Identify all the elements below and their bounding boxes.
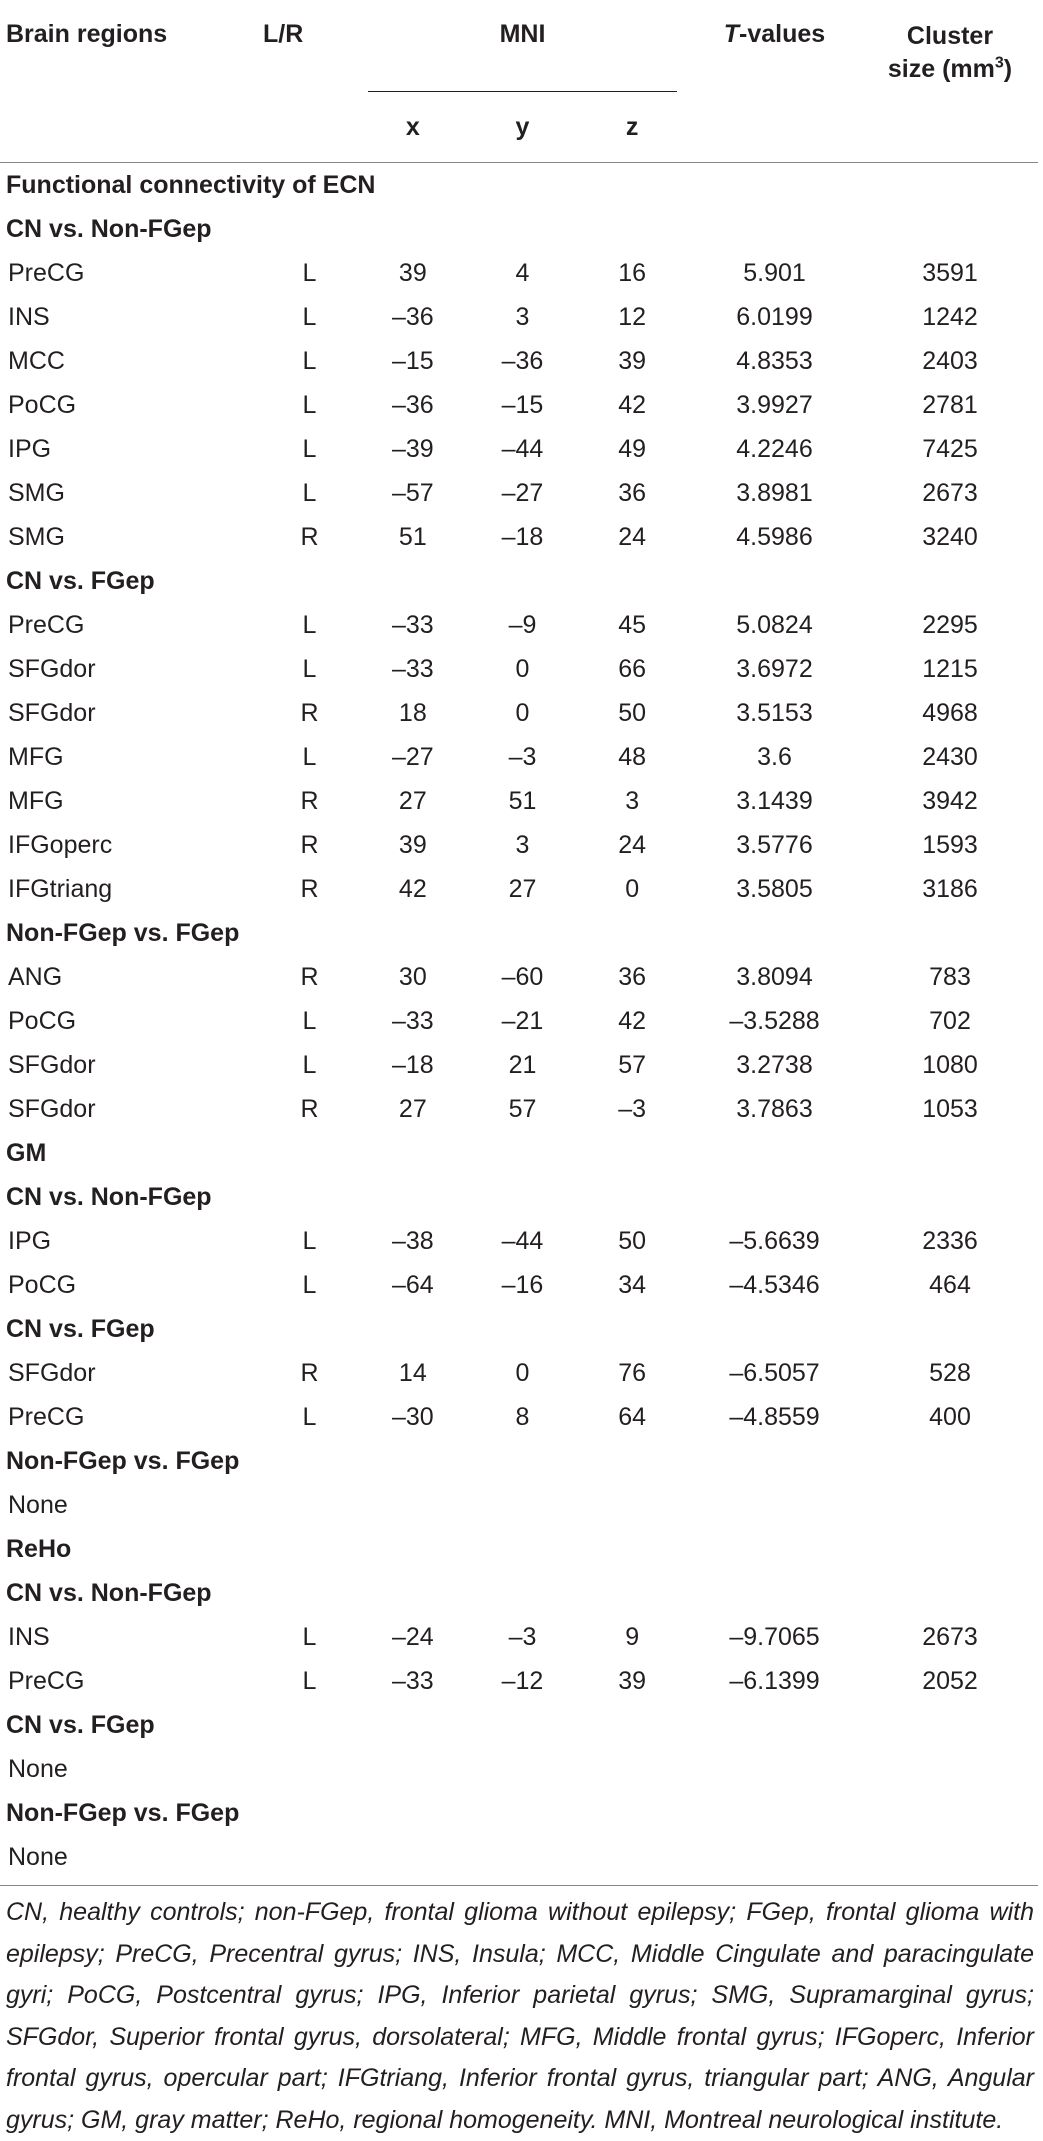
cell-y: –18: [501, 522, 544, 551]
header-lr: L/R: [263, 20, 304, 48]
cell-z: 36: [618, 478, 647, 507]
cell-z: 50: [618, 1226, 647, 1255]
section-row: [0, 1527, 1038, 1571]
cell-cluster-size: 3591: [922, 258, 978, 287]
cell-lr: L: [302, 346, 317, 375]
section-label: Non-FGep vs. FGep: [6, 1446, 240, 1475]
cell-t-value: 3.7863: [736, 1094, 813, 1123]
cell-cluster-size: [862, 1483, 1038, 1527]
cell-lr: L: [302, 1666, 317, 1695]
cell-y: –36: [501, 346, 544, 375]
cell-lr: L: [302, 1050, 317, 1079]
cell-lr: R: [300, 830, 319, 859]
cell-x: –33: [391, 654, 434, 683]
cell-cluster-size: 1593: [922, 830, 978, 859]
table-row: [0, 251, 1038, 295]
cell-z: 57: [618, 1050, 647, 1079]
cell-x: –33: [391, 1666, 434, 1695]
cell-region: SFGdor: [8, 654, 96, 683]
cell-z: 24: [618, 522, 647, 551]
cell-region: IFGoperc: [8, 830, 113, 859]
cell-lr: L: [302, 258, 317, 287]
cell-y: 0: [515, 1358, 530, 1387]
cell-z: 76: [618, 1358, 647, 1387]
section-row: [0, 1307, 1038, 1351]
cell-cluster-size: 7425: [922, 434, 978, 463]
cell-x: [358, 1835, 468, 1879]
section-row: [0, 163, 1038, 208]
cell-region: SMG: [8, 478, 65, 507]
cell-region: MCC: [8, 346, 65, 375]
cell-t-value: –4.5346: [729, 1270, 820, 1299]
cell-x: –36: [391, 390, 434, 419]
cell-t-value: 3.5776: [736, 830, 813, 859]
cell-x: –39: [391, 434, 434, 463]
cell-region: PreCG: [8, 258, 85, 287]
cell-t-value: [687, 1483, 862, 1527]
cell-x: 18: [398, 698, 427, 727]
section-label: CN vs. Non-FGep: [6, 1578, 212, 1607]
header-y: y: [515, 112, 530, 141]
cell-z: 42: [618, 1006, 647, 1035]
table-row: [0, 339, 1038, 383]
cell-t-value: [687, 1747, 862, 1791]
cell-region: PreCG: [8, 610, 85, 639]
table-row: [0, 603, 1038, 647]
table-row: [0, 1351, 1038, 1395]
section-row: [0, 911, 1038, 955]
cell-x: [358, 1747, 468, 1791]
cell-lr: R: [300, 1358, 319, 1387]
cell-x: 51: [398, 522, 427, 551]
cell-lr: R: [300, 962, 319, 991]
cell-z: 45: [618, 610, 647, 639]
cell-z: 24: [618, 830, 647, 859]
table-row: [0, 1835, 1038, 1879]
cell-x: 30: [398, 962, 427, 991]
cell-cluster-size: 2781: [922, 390, 978, 419]
table-body: [0, 163, 1038, 1880]
cell-z: 36: [618, 962, 647, 991]
cell-z: 66: [618, 654, 647, 683]
cell-region: SMG: [8, 522, 65, 551]
header-t-values: [687, 0, 862, 163]
cell-cluster-size: 1215: [922, 654, 978, 683]
cell-lr: R: [300, 874, 319, 903]
cell-t-value: 4.2246: [736, 434, 813, 463]
header-mni: [358, 0, 687, 92]
cell-region: None: [8, 1754, 68, 1783]
section-label: Non-FGep vs. FGep: [6, 918, 240, 947]
header-t-italic: T: [723, 20, 740, 48]
cell-x: –38: [391, 1226, 434, 1255]
cell-lr: L: [302, 610, 317, 639]
table-row: [0, 779, 1038, 823]
cell-y: [468, 1835, 578, 1879]
cell-t-value: 6.0199: [736, 302, 813, 331]
cell-z: [577, 1747, 687, 1791]
cell-cluster-size: 1080: [922, 1050, 978, 1079]
cell-y: 0: [515, 698, 530, 727]
section-label: CN vs. FGep: [6, 1710, 155, 1739]
cell-region: PreCG: [8, 1666, 85, 1695]
cell-y: –9: [508, 610, 537, 639]
cell-y: –60: [501, 962, 544, 991]
cell-z: 50: [618, 698, 647, 727]
cell-x: –27: [391, 742, 434, 771]
cell-lr: L: [302, 1006, 317, 1035]
cell-x: [358, 1483, 468, 1527]
header-row-top: [0, 0, 1038, 92]
cell-region: IFGtriang: [8, 874, 113, 903]
cell-lr: L: [302, 654, 317, 683]
table-row: [0, 515, 1038, 559]
section-label: CN vs. FGep: [6, 1314, 155, 1343]
cell-t-value: 3.5805: [736, 874, 813, 903]
cell-cluster-size: 2295: [922, 610, 978, 639]
cell-t-value: 3.6972: [736, 654, 813, 683]
section-row: [0, 1175, 1038, 1219]
cell-t-value: 3.6: [757, 742, 792, 771]
cell-z: 3: [625, 786, 640, 815]
cell-x: 27: [398, 1094, 427, 1123]
table-header: [0, 0, 1038, 163]
cell-cluster-size: 1242: [922, 302, 978, 331]
cell-y: 57: [508, 1094, 537, 1123]
cell-cluster-size: 464: [929, 1270, 971, 1299]
cell-x: –30: [391, 1402, 434, 1431]
table-footnote: CN, healthy controls; non-FGep, frontal glioma without epilepsy; FGep, frontal glioma with epilepsy; PreCG, Precentral gyrus; INS, Insula; MCC, Middle Cingulate and paracingulate gyri; PoCG, Postcentral gyrus; IPG, Inferior parietal gyrus; SMG, Supramarginal gyrus; SFGdor, Superior frontal gyrus, dorsolateral; MFG, Middle frontal gyrus; IFGoperc, Inferior frontal gyrus, opercular part; IFGtriang, Inferior frontal gyrus, triangular part; ANG, Angular gyrus; GM, gray matter; ReHo, regional homogeneity. MNI, Montreal neurological institute.: [0, 1885, 1038, 2141]
cell-lr: L: [302, 1402, 317, 1431]
cell-x: –24: [391, 1622, 434, 1651]
cell-t-value: –5.6639: [729, 1226, 820, 1255]
table-row: [0, 735, 1038, 779]
cell-region: SFGdor: [8, 698, 96, 727]
cell-lr: L: [302, 478, 317, 507]
table-row: [0, 1659, 1038, 1703]
section-row: [0, 559, 1038, 603]
table-row: [0, 1483, 1038, 1527]
cell-region: INS: [8, 1622, 50, 1651]
cell-region: SFGdor: [8, 1050, 96, 1079]
cell-cluster-size: 783: [929, 962, 971, 991]
cell-z: 49: [618, 434, 647, 463]
cell-z: 12: [618, 302, 647, 331]
cell-region: PoCG: [8, 1006, 77, 1035]
table-row: [0, 647, 1038, 691]
cell-t-value: 5.901: [743, 258, 806, 287]
table-row: [0, 1087, 1038, 1131]
cell-region: PoCG: [8, 390, 77, 419]
cell-z: –3: [618, 1094, 647, 1123]
cell-region: MFG: [8, 742, 64, 771]
header-cluster-size: [862, 0, 1038, 163]
cell-t-value: –6.1399: [729, 1666, 820, 1695]
cell-y: 4: [515, 258, 530, 287]
table-row: [0, 295, 1038, 339]
cell-y: –3: [508, 1622, 537, 1651]
section-row: [0, 1131, 1038, 1175]
cell-x: 42: [398, 874, 427, 903]
table-row: [0, 471, 1038, 515]
cell-x: 39: [398, 830, 427, 859]
cell-y: 3: [515, 830, 530, 859]
cell-x: –57: [391, 478, 434, 507]
table-row: [0, 1615, 1038, 1659]
header-z: z: [625, 112, 639, 141]
cell-y: 51: [508, 786, 537, 815]
cell-x: –36: [391, 302, 434, 331]
cell-region: SFGdor: [8, 1358, 96, 1387]
table-row: [0, 1747, 1038, 1791]
cell-region: INS: [8, 302, 50, 331]
cell-t-value: –3.5288: [729, 1006, 820, 1035]
cell-lr: L: [302, 434, 317, 463]
cell-lr: [251, 1747, 358, 1791]
cell-cluster-size: 2403: [922, 346, 978, 375]
cell-y: –21: [501, 1006, 544, 1035]
cell-x: 39: [398, 258, 427, 287]
cell-y: [468, 1483, 578, 1527]
cell-x: 27: [398, 786, 427, 815]
table-row: [0, 1043, 1038, 1087]
table-row: [0, 1263, 1038, 1307]
cell-region: PreCG: [8, 1402, 85, 1431]
section-label: CN vs. Non-FGep: [6, 1182, 212, 1211]
cell-t-value: 3.2738: [736, 1050, 813, 1079]
cell-x: –64: [391, 1270, 434, 1299]
cell-lr: L: [302, 390, 317, 419]
cell-y: –3: [508, 742, 537, 771]
mni-divider: [368, 91, 677, 92]
cell-y: –16: [501, 1270, 544, 1299]
cell-y: –15: [501, 390, 544, 419]
cell-z: [577, 1835, 687, 1879]
cell-t-value: 5.0824: [736, 610, 813, 639]
cell-t-value: 3.1439: [736, 786, 813, 815]
header-cluster-line1: Cluster: [906, 22, 994, 50]
cell-x: –33: [391, 610, 434, 639]
cell-cluster-size: [862, 1747, 1038, 1791]
cell-t-value: 3.5153: [736, 698, 813, 727]
cell-y: [468, 1747, 578, 1791]
cell-cluster-size: 3186: [922, 874, 978, 903]
cell-y: 27: [508, 874, 537, 903]
cell-cluster-size: 2336: [922, 1226, 978, 1255]
section-row: [0, 207, 1038, 251]
cell-cluster-size: [862, 1835, 1038, 1879]
cell-cluster-size: 3240: [922, 522, 978, 551]
cell-t-value: 3.9927: [736, 390, 813, 419]
cell-z: 42: [618, 390, 647, 419]
table-row: [0, 427, 1038, 471]
header-cluster-line2: size (mm: [887, 55, 995, 83]
cell-z: 48: [618, 742, 647, 771]
cell-region: IPG: [8, 1226, 52, 1255]
table-row: [0, 1219, 1038, 1263]
cell-y: 21: [508, 1050, 537, 1079]
cell-t-value: 4.8353: [736, 346, 813, 375]
section-label: CN vs. FGep: [6, 566, 155, 595]
cell-cluster-size: 2673: [922, 1622, 978, 1651]
cell-z: 34: [618, 1270, 647, 1299]
header-cluster-close: ): [1003, 55, 1013, 83]
section-label: ReHo: [6, 1534, 72, 1563]
cell-z: 0: [625, 874, 640, 903]
table-row: [0, 1395, 1038, 1439]
table-row: [0, 867, 1038, 911]
cell-z: [577, 1483, 687, 1527]
cell-region: None: [8, 1842, 68, 1871]
cell-y: –44: [501, 434, 544, 463]
cell-z: 16: [618, 258, 647, 287]
cell-z: 9: [625, 1622, 640, 1651]
table-row: [0, 691, 1038, 735]
cell-cluster-size: 2430: [922, 742, 978, 771]
section-label: Non-FGep vs. FGep: [6, 1798, 240, 1827]
table-row: [0, 383, 1038, 427]
section-row: [0, 1703, 1038, 1747]
cell-lr: L: [302, 302, 317, 331]
cell-t-value: 3.8094: [736, 962, 813, 991]
cell-cluster-size: 3942: [922, 786, 978, 815]
cell-region: None: [8, 1490, 68, 1519]
cell-region: IPG: [8, 434, 52, 463]
cell-region: ANG: [8, 962, 63, 991]
cell-t-value: 3.8981: [736, 478, 813, 507]
cell-x: –18: [391, 1050, 434, 1079]
section-label: CN vs. Non-FGep: [6, 214, 212, 243]
cell-x: –33: [391, 1006, 434, 1035]
section-label: GM: [6, 1138, 47, 1167]
header-cluster-sup: 3: [994, 54, 1004, 72]
cell-region: PoCG: [8, 1270, 77, 1299]
cell-lr: L: [302, 1622, 317, 1651]
cell-cluster-size: 4968: [922, 698, 978, 727]
header-x: x: [405, 112, 420, 141]
table-row: [0, 823, 1038, 867]
cell-t-value: –6.5057: [729, 1358, 820, 1387]
cell-y: –12: [501, 1666, 544, 1695]
cell-cluster-size: 2052: [922, 1666, 978, 1695]
cell-lr: L: [302, 742, 317, 771]
cell-x: 14: [398, 1358, 427, 1387]
cell-lr: R: [300, 1094, 319, 1123]
cell-t-value: –9.7065: [729, 1622, 820, 1651]
cell-lr: R: [300, 786, 319, 815]
cell-lr: R: [300, 698, 319, 727]
cell-lr: R: [300, 522, 319, 551]
cell-cluster-size: 400: [929, 1402, 971, 1431]
cell-x: –15: [391, 346, 434, 375]
cell-y: 8: [515, 1402, 530, 1431]
section-row: [0, 1439, 1038, 1483]
cell-cluster-size: 1053: [922, 1094, 978, 1123]
cell-region: MFG: [8, 786, 64, 815]
cell-cluster-size: 702: [929, 1006, 971, 1035]
cell-t-value: [687, 1835, 862, 1879]
cell-lr: [251, 1835, 358, 1879]
cell-z: 64: [618, 1402, 647, 1431]
cell-z: 39: [618, 1666, 647, 1695]
cell-y: 3: [515, 302, 530, 331]
cell-cluster-size: 2673: [922, 478, 978, 507]
section-row: [0, 1791, 1038, 1835]
header-mni-label: MNI: [499, 20, 546, 48]
cell-lr: [251, 1483, 358, 1527]
cell-y: –44: [501, 1226, 544, 1255]
cell-t-value: 4.5986: [736, 522, 813, 551]
header-t-rest: -values: [739, 20, 826, 48]
table-row: [0, 999, 1038, 1043]
table-row: [0, 955, 1038, 999]
cell-region: SFGdor: [8, 1094, 96, 1123]
cell-lr: L: [302, 1226, 317, 1255]
cell-t-value: –4.8559: [729, 1402, 820, 1431]
cell-cluster-size: 528: [929, 1358, 971, 1387]
header-brain-regions: Brain regions: [6, 20, 168, 48]
cell-y: –27: [501, 478, 544, 507]
cell-z: 39: [618, 346, 647, 375]
section-label: Functional connectivity of ECN: [6, 170, 376, 199]
cell-lr: L: [302, 1270, 317, 1299]
cell-y: 0: [515, 654, 530, 683]
section-row: [0, 1571, 1038, 1615]
